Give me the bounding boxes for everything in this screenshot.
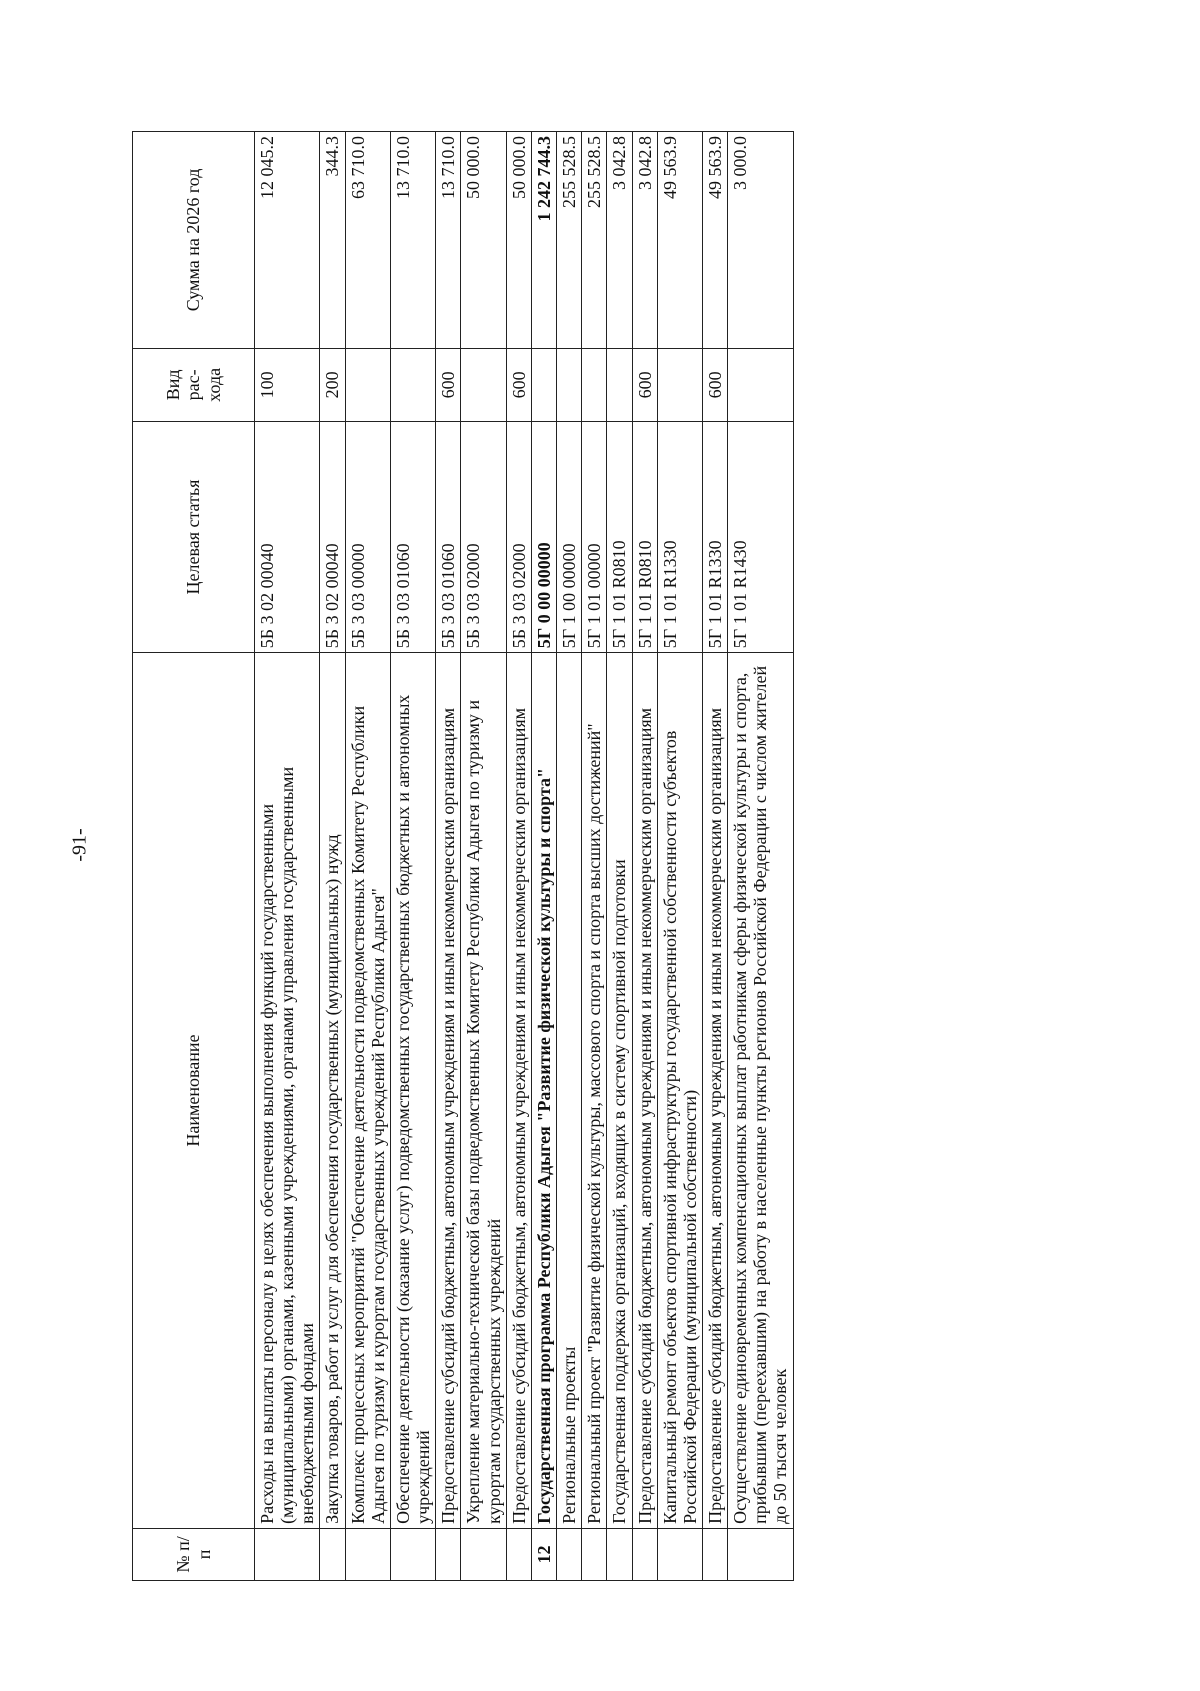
cell-num: 12	[531, 1528, 556, 1580]
table-row	[557, 132, 582, 1581]
cell-num	[557, 1528, 582, 1580]
cell-name: Региональный проект "Развитие физической культуры, массового спорта и спорта высших достижений"	[582, 653, 607, 1529]
table-row	[632, 132, 657, 1581]
cell-code: 5Г 1 00 00000	[557, 421, 582, 652]
header-sum: Сумма на 2026 год	[133, 132, 255, 349]
cell-num	[436, 1528, 461, 1580]
cell-num	[632, 1528, 657, 1580]
cell-code: 5Б 3 03 00000	[345, 421, 390, 652]
cell-name: Предоставление субсидий бюджетным, автономным учреждениям и иным некоммерческим организациям	[506, 653, 531, 1529]
header-type: Вид рас- хода	[133, 348, 255, 421]
cell-name: Закупка товаров, работ и услуг для обеспечения государственных (муниципальных) нужд	[320, 653, 345, 1529]
cell-sum: 3 000.0	[728, 132, 793, 349]
cell-sum: 344.3	[320, 132, 345, 349]
table-row	[607, 132, 632, 1581]
table-row	[582, 132, 607, 1581]
cell-num	[702, 1528, 727, 1580]
cell-name: Осуществление единовременных компенсационных выплат работникам сферы физической культуры и спорта, прибывшим (переехавшим) на работу в населенные пункты регионов Российской Федерации с числом жителей до 50 тысяч человек	[728, 653, 793, 1529]
budget-table	[132, 131, 794, 1581]
cell-code: 5Г 1 01 00000	[582, 421, 607, 652]
cell-sum: 50 000.0	[461, 132, 506, 349]
cell-code: 5Г 1 01 R1330	[657, 421, 702, 652]
cell-type: 200	[320, 348, 345, 421]
cell-type: 600	[506, 348, 531, 421]
header-name: Наименование	[133, 653, 255, 1529]
cell-name: Укрепление материально-технической базы подведомственных Комитету Республики Адыгея по туризму и курортам государственных учреждений	[461, 653, 506, 1529]
cell-name: Предоставление субсидий бюджетным, автономным учреждениям и иным некоммерческим организациям	[702, 653, 727, 1529]
cell-type: 600	[702, 348, 727, 421]
table-row	[702, 132, 727, 1581]
header-code: Целевая статья	[133, 421, 255, 652]
cell-type	[390, 348, 435, 421]
cell-name: Предоставление субсидий бюджетным, автономным учреждениям и иным некоммерческим организациям	[436, 653, 461, 1529]
cell-name: Государственная программа Республики Адыгея "Развитие физической культуры и спорта"	[531, 653, 556, 1529]
cell-name: Региональные проекты	[557, 653, 582, 1529]
cell-sum: 3 042.8	[607, 132, 632, 349]
header-num: № п/п	[133, 1528, 255, 1580]
cell-num	[607, 1528, 632, 1580]
cell-num	[657, 1528, 702, 1580]
cell-num	[320, 1528, 345, 1580]
cell-num	[255, 1528, 320, 1580]
cell-sum: 49 563.9	[702, 132, 727, 349]
cell-type	[728, 348, 793, 421]
table-body	[255, 132, 794, 1581]
cell-type	[531, 348, 556, 421]
table-row	[461, 132, 506, 1581]
cell-type	[607, 348, 632, 421]
table-row	[390, 132, 435, 1581]
cell-sum: 49 563.9	[657, 132, 702, 349]
cell-type	[461, 348, 506, 421]
cell-num	[728, 1528, 793, 1580]
cell-type	[582, 348, 607, 421]
cell-code: 5Б 3 02 00040	[255, 421, 320, 652]
cell-sum: 50 000.0	[506, 132, 531, 349]
cell-type	[345, 348, 390, 421]
cell-type: 600	[632, 348, 657, 421]
cell-type	[557, 348, 582, 421]
cell-code: 5Г 0 00 00000	[531, 421, 556, 652]
cell-type: 600	[436, 348, 461, 421]
table-row	[436, 132, 461, 1581]
cell-name: Расходы на выплаты персоналу в целях обеспечения выполнения функций государственными (муниципальными) органами, казенными учреждениями, органами управления государственными внебюджетными фондами	[255, 653, 320, 1529]
cell-num	[582, 1528, 607, 1580]
table-row	[345, 132, 390, 1581]
cell-name: Обеспечение деятельности (оказание услуг) подведомственных государственных бюджетных и автономных учреждений	[390, 653, 435, 1529]
cell-code: 5Б 3 02 00040	[320, 421, 345, 652]
header-row	[133, 132, 255, 1581]
cell-name: Государственная поддержка организаций, входящих в систему спортивной подготовки	[607, 653, 632, 1529]
cell-sum: 255 528.5	[557, 132, 582, 349]
cell-type: 100	[255, 348, 320, 421]
cell-code: 5Б 3 03 02000	[461, 421, 506, 652]
table-row	[728, 132, 793, 1581]
rotated-page-content	[132, 131, 1067, 1581]
cell-num	[390, 1528, 435, 1580]
cell-num	[345, 1528, 390, 1580]
cell-code: 5Б 3 03 02000	[506, 421, 531, 652]
cell-sum: 13 710.0	[390, 132, 435, 349]
table-row	[657, 132, 702, 1581]
cell-sum: 1 242 744.3	[531, 132, 556, 349]
cell-code: 5Б 3 03 01060	[390, 421, 435, 652]
cell-num	[461, 1528, 506, 1580]
cell-code: 5Г 1 01 R1430	[728, 421, 793, 652]
cell-sum: 12 045.2	[255, 132, 320, 349]
cell-code: 5Г 1 01 R1330	[702, 421, 727, 652]
cell-sum: 255 528.5	[582, 132, 607, 349]
cell-num	[506, 1528, 531, 1580]
cell-name: Комплекс процессных мероприятий "Обеспечение деятельности подведомственных Комитету Республики Адыгея по туризму и курортам государственных учреждений Республики Адыгея"	[345, 653, 390, 1529]
cell-code: 5Г 1 01 R0810	[632, 421, 657, 652]
table-row	[320, 132, 345, 1581]
cell-code: 5Г 1 01 R0810	[607, 421, 632, 652]
cell-type	[657, 348, 702, 421]
table-row	[506, 132, 531, 1581]
cell-sum: 13 710.0	[436, 132, 461, 349]
cell-sum: 3 042.8	[632, 132, 657, 349]
table-row	[255, 132, 320, 1581]
cell-sum: 63 710.0	[345, 132, 390, 349]
cell-name: Предоставление субсидий бюджетным, автономным учреждениям и иным некоммерческим организациям	[632, 653, 657, 1529]
table-row	[531, 132, 556, 1581]
page-number: -91-	[68, 828, 91, 862]
cell-name: Капитальный ремонт объектов спортивной инфраструктуры государственной собственности субъектов Российской Федерации (муниципальной собственности)	[657, 653, 702, 1529]
cell-code: 5Б 3 03 01060	[436, 421, 461, 652]
